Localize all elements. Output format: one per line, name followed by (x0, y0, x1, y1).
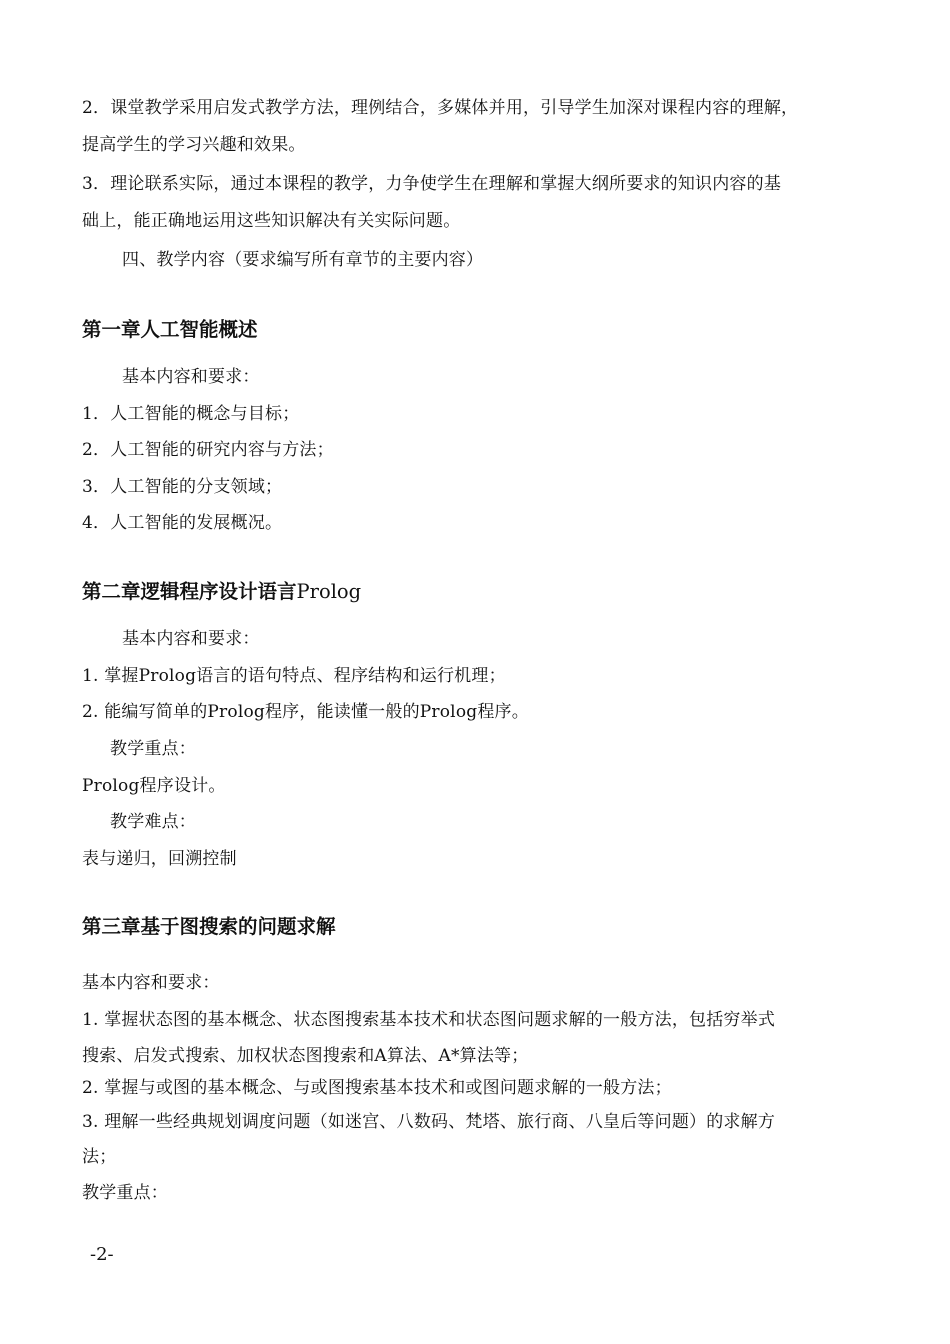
chapter-3-basic-label: 基本内容和要求： (82, 973, 220, 993)
chapter-3-key-label: 教学重点： (82, 1183, 168, 1203)
chapter-3-item-3-line-1: 3. 理解一些经典规划调度问题（如迷宫、八数码、梵塔、旅行商、八皇后等问题）的求解方 (82, 1112, 776, 1132)
section-4-heading: 四、教学内容（要求编写所有章节的主要内容） (122, 250, 484, 270)
chapter-2-basic-label: 基本内容和要求： (122, 629, 260, 649)
chapter-3-title: 第三章基于图搜索的问题求解 (82, 915, 336, 938)
chapter-1-item-2: 2．人工智能的研究内容与方法； (82, 440, 334, 460)
intro-item-2-line-2: 提高学生的学习兴趣和效果。 (82, 135, 306, 155)
chapter-2-title-text: 第二章逻辑程序设计语言 (82, 580, 297, 603)
chapter-2-difficulty-label: 教学难点： (110, 812, 196, 832)
page-number: -2- (90, 1244, 114, 1265)
intro-item-3-line-1: 3．理论联系实际，通过本课程的教学，力争使学生在理解和掌握大纲所要求的知识内容的基 (82, 174, 782, 194)
chapter-3-item-1-line-2: 搜索、启发式搜索、加权状态图搜索和A算法、A*算法等； (82, 1046, 529, 1066)
intro-item-2-line-1: 2．课堂教学采用启发式教学方法，理例结合，多媒体并用，引导学生加深对课程内容的理解， (82, 98, 799, 118)
chapter-1-item-1: 1．人工智能的概念与目标； (82, 404, 300, 424)
chapter-2-title-latin: Prolog (296, 580, 362, 603)
chapter-2-difficulty-text: 表与递归，回溯控制 (82, 849, 237, 869)
intro-item-3-line-2: 础上，能正确地运用这些知识解决有关实际问题。 (82, 211, 461, 231)
chapter-3-item-1-line-1: 1. 掌握状态图的基本概念、状态图搜索基本技术和状态图问题求解的一般方法，包括穷举式 (82, 1010, 776, 1030)
chapter-2-key-text: Prolog程序设计。 (82, 776, 226, 796)
chapter-1-basic-label: 基本内容和要求： (122, 367, 260, 387)
chapter-1-item-4: 4．人工智能的发展概况。 (82, 513, 283, 533)
chapter-2-item-2: 2. 能编写简单的Prolog程序，能读懂一般的Prolog程序。 (82, 702, 529, 722)
chapter-2-title (82, 580, 361, 604)
chapter-2-key-label: 教学重点： (110, 739, 196, 759)
chapter-1-item-3: 3．人工智能的分支领域； (82, 477, 283, 497)
chapter-3-item-2: 2. 掌握与或图的基本概念、与或图搜索基本技术和或图问题求解的一般方法； (82, 1078, 672, 1098)
chapter-3-item-3-line-2: 法； (82, 1147, 117, 1167)
chapter-2-item-1: 1. 掌握Prolog语言的语句特点、程序结构和运行机理； (82, 666, 506, 686)
chapter-1-title: 第一章人工智能概述 (82, 318, 258, 341)
